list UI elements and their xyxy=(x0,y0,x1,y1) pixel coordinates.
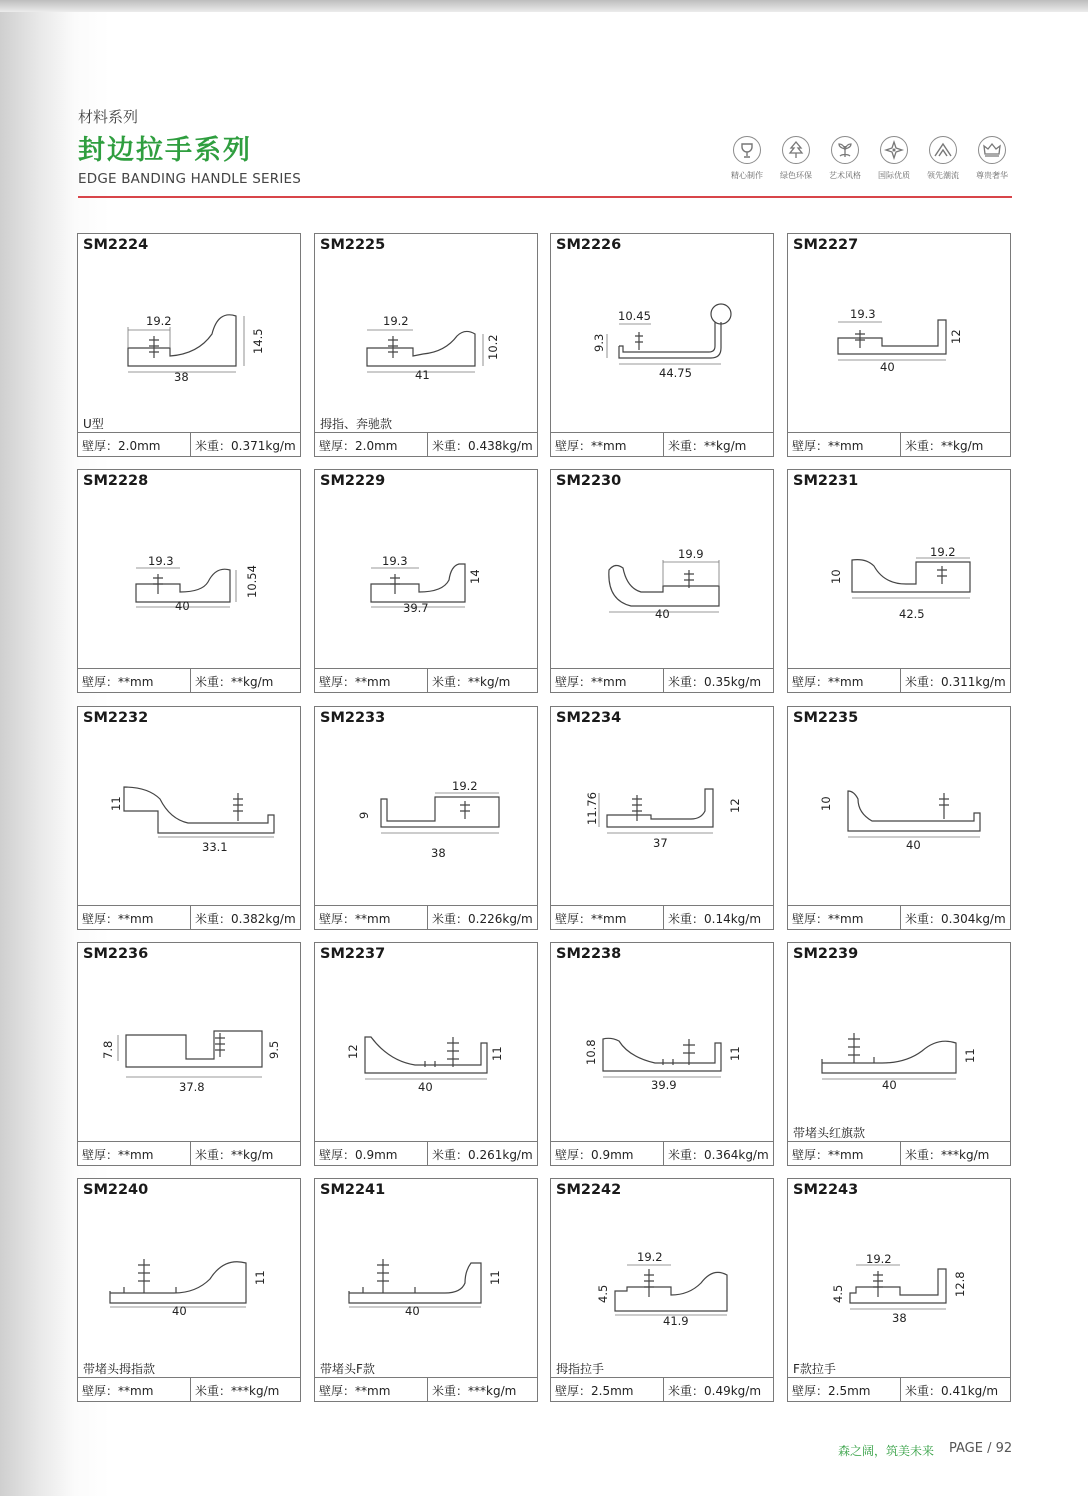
wall-thickness: 壁厚：**mm xyxy=(319,912,391,926)
dimension-label: 10 xyxy=(819,796,833,811)
dimension-label: 38 xyxy=(174,370,189,384)
badge-1 xyxy=(722,136,772,181)
product-card-sm2234 xyxy=(550,706,774,930)
spec-row xyxy=(788,668,1010,692)
profile-drawing xyxy=(551,707,773,907)
page-title: 封边拉手系列 xyxy=(78,135,252,166)
trophy-icon xyxy=(733,136,761,164)
product-card-sm2239 xyxy=(787,942,1011,1166)
wall-thickness: 壁厚：2.0mm xyxy=(319,439,398,453)
weight-per-meter: 米重：0.226kg/m xyxy=(432,912,533,926)
product-code: SM2238 xyxy=(556,946,622,962)
product-note: 拇指、奔驰款 xyxy=(320,417,393,431)
weight-per-meter: 米重：**kg/m xyxy=(195,1148,274,1162)
product-card-sm2240 xyxy=(77,1178,301,1402)
dimension-label: 19.2 xyxy=(930,545,956,559)
dimension-label: 39.7 xyxy=(403,601,429,615)
weight-per-meter: 米重：0.41kg/m xyxy=(905,1384,999,1398)
product-card-sm2224 xyxy=(77,233,301,457)
weight-per-meter: 米重：0.382kg/m xyxy=(195,912,296,926)
product-code: SM2236 xyxy=(83,946,149,962)
dimension-label: 11 xyxy=(728,1046,742,1061)
dimension-label: 12 xyxy=(728,798,742,813)
product-card-sm2242 xyxy=(550,1178,774,1402)
wall-thickness: 壁厚：**mm xyxy=(82,1148,154,1162)
product-card-sm2232 xyxy=(77,706,301,930)
product-card-sm2231 xyxy=(787,469,1011,693)
dimension-label: 40 xyxy=(906,838,921,852)
dimension-label: 11 xyxy=(253,1270,267,1285)
profile-drawing xyxy=(78,707,300,907)
dimension-label: 12 xyxy=(949,329,963,344)
profile-drawing xyxy=(788,943,1010,1143)
dimension-label: 7.8 xyxy=(101,1040,115,1059)
dimension-label: 40 xyxy=(418,1080,433,1094)
badge-2 xyxy=(771,136,821,181)
product-card-sm2226 xyxy=(550,233,774,457)
profile-drawing xyxy=(78,470,300,670)
dimension-label: 12 xyxy=(346,1044,360,1059)
wall-thickness: 壁厚：**mm xyxy=(792,439,864,453)
dimension-label: 33.1 xyxy=(202,840,228,854)
profile-drawing xyxy=(78,943,300,1143)
product-code: SM2227 xyxy=(793,237,859,253)
dimension-label: 14.5 xyxy=(251,328,265,354)
wall-thickness: 壁厚：**mm xyxy=(319,675,391,689)
spec-row xyxy=(78,432,300,456)
wall-thickness: 壁厚：**mm xyxy=(555,675,627,689)
product-code: SM2240 xyxy=(83,1182,149,1198)
dimension-label: 38 xyxy=(431,846,446,860)
profile-drawing xyxy=(315,1179,537,1379)
spec-row xyxy=(78,905,300,929)
dimension-label: 19.2 xyxy=(452,779,478,793)
weight-per-meter: 米重：0.14kg/m xyxy=(668,912,762,926)
weight-per-meter: 米重：0.364kg/m xyxy=(668,1148,769,1162)
badge-3 xyxy=(820,136,870,181)
product-code: SM2239 xyxy=(793,946,859,962)
dimension-label: 19.2 xyxy=(146,314,172,328)
dimension-label: 10.2 xyxy=(486,334,500,360)
dimension-label: 41 xyxy=(415,368,430,382)
spec-row xyxy=(78,668,300,692)
product-card-sm2229 xyxy=(314,469,538,693)
spec-row xyxy=(315,905,537,929)
wall-thickness: 壁厚：**mm xyxy=(792,1148,864,1162)
spec-row xyxy=(551,432,773,456)
product-code: SM2242 xyxy=(556,1182,622,1198)
wall-thickness: 壁厚：**mm xyxy=(82,912,154,926)
dimension-label: 41.9 xyxy=(663,1314,689,1328)
badge-label: 绿色环保 xyxy=(780,171,812,180)
wall-thickness: 壁厚：**mm xyxy=(792,675,864,689)
spec-row xyxy=(551,668,773,692)
product-code: SM2232 xyxy=(83,710,149,726)
dimension-label: 19.3 xyxy=(382,554,408,568)
product-code: SM2231 xyxy=(793,473,859,489)
product-code: SM2230 xyxy=(556,473,622,489)
weight-per-meter: 米重：**kg/m xyxy=(195,675,274,689)
badge-label: 领先潮流 xyxy=(927,171,959,180)
product-card-sm2241 xyxy=(314,1178,538,1402)
wall-thickness: 壁厚：2.0mm xyxy=(82,439,161,453)
spec-row xyxy=(788,905,1010,929)
dimension-label: 4.5 xyxy=(831,1284,845,1303)
spec-row xyxy=(551,905,773,929)
dimension-label: 40 xyxy=(405,1304,420,1318)
product-card-sm2230 xyxy=(550,469,774,693)
profile-drawing xyxy=(788,707,1010,907)
profile-drawing xyxy=(788,1179,1010,1379)
profile-drawing xyxy=(551,470,773,670)
dimension-label: 11.76 xyxy=(585,792,599,825)
page-title-english: EDGE BANDING HANDLE SERIES xyxy=(78,171,302,187)
dimension-label: 14 xyxy=(468,569,482,584)
spec-row xyxy=(315,1377,537,1401)
spec-row xyxy=(788,1141,1010,1165)
badge-5 xyxy=(918,136,968,181)
dimension-label: 19.3 xyxy=(148,554,174,568)
dimension-label: 9.3 xyxy=(592,333,606,352)
badge-4 xyxy=(869,136,919,181)
badge-label: 尊贵奢华 xyxy=(976,171,1008,180)
product-note: 带堵头红旗款 xyxy=(793,1126,866,1140)
spec-row xyxy=(551,1377,773,1401)
product-card-sm2236 xyxy=(77,942,301,1166)
dimension-label: 11 xyxy=(490,1046,504,1061)
weight-per-meter: 米重：**kg/m xyxy=(432,675,511,689)
wall-thickness: 壁厚：**mm xyxy=(555,912,627,926)
weight-per-meter: 米重：0.371kg/m xyxy=(195,439,296,453)
product-card-sm2243 xyxy=(787,1178,1011,1402)
dimension-label: 44.75 xyxy=(659,366,692,380)
dimension-label: 38 xyxy=(892,1311,907,1325)
product-card-sm2227 xyxy=(787,233,1011,457)
spec-row xyxy=(315,432,537,456)
wall-thickness: 壁厚：2.5mm xyxy=(555,1384,634,1398)
spec-row xyxy=(551,1141,773,1165)
dimension-label: 19.2 xyxy=(866,1252,892,1266)
spec-row xyxy=(315,668,537,692)
product-note: 带堵头拇指款 xyxy=(83,1362,156,1376)
product-card-sm2228 xyxy=(77,469,301,693)
wall-thickness: 壁厚：**mm xyxy=(82,675,154,689)
crown-icon xyxy=(978,136,1006,164)
product-code: SM2229 xyxy=(320,473,386,489)
profile-drawing xyxy=(315,234,537,434)
dimension-label: 10.8 xyxy=(584,1039,598,1065)
dimension-label: 40 xyxy=(655,607,670,621)
product-code: SM2235 xyxy=(793,710,859,726)
wall-thickness: 壁厚：0.9mm xyxy=(555,1148,634,1162)
product-code: SM2224 xyxy=(83,237,149,253)
weight-per-meter: 米重：0.438kg/m xyxy=(432,439,533,453)
profile-drawing xyxy=(78,234,300,434)
dimension-label: 12.8 xyxy=(953,1271,967,1297)
product-code: SM2243 xyxy=(793,1182,859,1198)
product-code: SM2237 xyxy=(320,946,386,962)
profile-drawing xyxy=(788,470,1010,670)
page-top-shadow xyxy=(0,0,1088,12)
weight-per-meter: 米重：0.35kg/m xyxy=(668,675,762,689)
product-card-sm2225 xyxy=(314,233,538,457)
weight-per-meter: 米重：0.311kg/m xyxy=(905,675,1006,689)
wall-thickness: 壁厚：**mm xyxy=(792,912,864,926)
dimension-label: 9.5 xyxy=(267,1040,281,1059)
dimension-label: 19.3 xyxy=(850,307,876,321)
weight-per-meter: 米重：0.304kg/m xyxy=(905,912,1006,926)
page-number: PAGE / 92 xyxy=(949,1441,1013,1456)
footer-slogan: 森之阔，筑美未来 xyxy=(838,1444,935,1458)
spec-row xyxy=(78,1141,300,1165)
product-code: SM2228 xyxy=(83,473,149,489)
wall-thickness: 壁厚：2.5mm xyxy=(792,1384,871,1398)
dimension-label: 40 xyxy=(880,360,895,374)
weight-per-meter: 米重：***kg/m xyxy=(195,1384,280,1398)
dimension-label: 11 xyxy=(488,1270,502,1285)
profile-drawing xyxy=(315,707,537,907)
compass-icon xyxy=(880,136,908,164)
dimension-label: 10 xyxy=(829,569,843,584)
dimension-label: 19.2 xyxy=(637,1250,663,1264)
profile-drawing xyxy=(551,234,773,434)
tree-icon xyxy=(782,136,810,164)
weight-per-meter: 米重：**kg/m xyxy=(905,439,984,453)
profile-drawing xyxy=(551,943,773,1143)
badge-6 xyxy=(967,136,1017,181)
product-note: U型 xyxy=(83,417,104,431)
leaf-icon xyxy=(831,136,859,164)
product-note: 拇指拉手 xyxy=(556,1362,605,1376)
profile-drawing xyxy=(315,470,537,670)
wall-thickness: 壁厚：0.9mm xyxy=(319,1148,398,1162)
product-code: SM2225 xyxy=(320,237,386,253)
product-code: SM2234 xyxy=(556,710,622,726)
dimension-label: 40 xyxy=(172,1304,187,1318)
dimension-label: 39.9 xyxy=(651,1078,677,1092)
dimension-label: 4.5 xyxy=(596,1284,610,1303)
spec-row xyxy=(788,1377,1010,1401)
product-code: SM2233 xyxy=(320,710,386,726)
product-card-sm2238 xyxy=(550,942,774,1166)
badge-label: 艺术风格 xyxy=(829,171,861,180)
wall-thickness: 壁厚：**mm xyxy=(82,1384,154,1398)
dimension-label: 11 xyxy=(963,1048,977,1063)
dimension-label: 42.5 xyxy=(899,607,925,621)
profile-drawing xyxy=(78,1179,300,1379)
spec-row xyxy=(315,1141,537,1165)
header-rule xyxy=(78,196,1012,198)
wall-thickness: 壁厚：**mm xyxy=(319,1384,391,1398)
badge-label: 国际优质 xyxy=(878,171,910,180)
dimension-label: 40 xyxy=(175,599,190,613)
product-card-sm2233 xyxy=(314,706,538,930)
dimension-label: 37.8 xyxy=(179,1080,205,1094)
weight-per-meter: 米重：0.49kg/m xyxy=(668,1384,762,1398)
dimension-label: 11 xyxy=(109,796,123,811)
product-card-sm2235 xyxy=(787,706,1011,930)
dimension-label: 10.45 xyxy=(618,309,651,323)
product-note: 带堵头F款 xyxy=(320,1362,375,1376)
feature-badges xyxy=(722,136,1018,186)
mountain-icon xyxy=(929,136,957,164)
weight-per-meter: 米重：***kg/m xyxy=(432,1384,517,1398)
spec-row xyxy=(78,1377,300,1401)
wall-thickness: 壁厚：**mm xyxy=(555,439,627,453)
product-card-sm2237 xyxy=(314,942,538,1166)
dimension-label: 37 xyxy=(653,836,668,850)
product-code: SM2241 xyxy=(320,1182,386,1198)
weight-per-meter: 米重：***kg/m xyxy=(905,1148,990,1162)
profile-drawing xyxy=(788,234,1010,434)
weight-per-meter: 米重：0.261kg/m xyxy=(432,1148,533,1162)
spec-row xyxy=(788,432,1010,456)
profile-drawing xyxy=(315,943,537,1143)
profile-drawing xyxy=(551,1179,773,1379)
dimension-label: 19.2 xyxy=(383,314,409,328)
section-subtitle: 材料系列 xyxy=(78,108,139,126)
weight-per-meter: 米重：**kg/m xyxy=(668,439,747,453)
dimension-label: 9 xyxy=(357,811,371,819)
badge-label: 精心制作 xyxy=(731,171,763,180)
dimension-label: 19.9 xyxy=(678,547,704,561)
dimension-label: 40 xyxy=(882,1078,897,1092)
product-code: SM2226 xyxy=(556,237,622,253)
dimension-label: 10.54 xyxy=(245,565,259,598)
product-note: F款拉手 xyxy=(793,1362,836,1376)
